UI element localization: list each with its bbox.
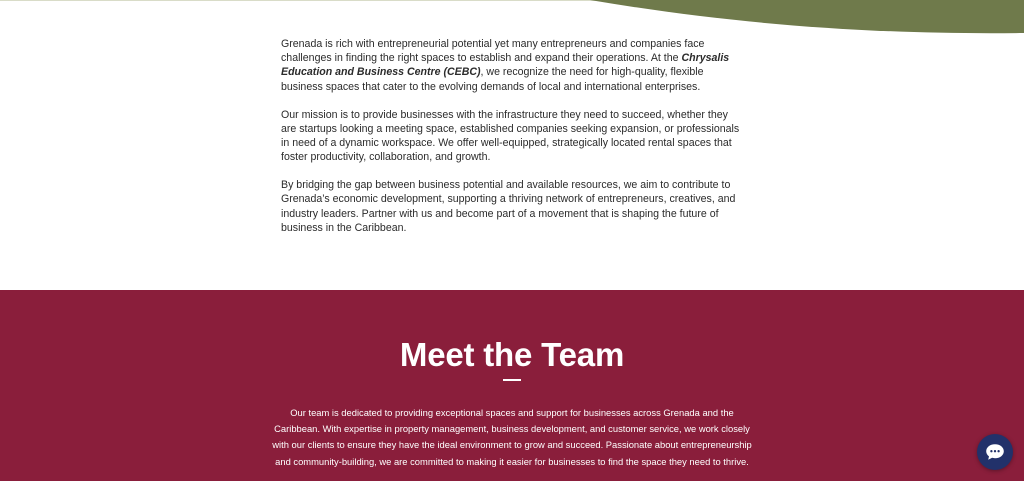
about-text: , we recognize the need for high-quality, flexible business spaces that cater to the evolving demands of local and international enterprises. bbox=[281, 66, 704, 93]
heading-divider bbox=[503, 379, 521, 381]
about-text: Grenada is rich with entrepreneurial potential yet many entrepreneurs and companies face challenges in finding the right spaces to establish and expand their operations. At the bbox=[281, 38, 705, 65]
chat-button[interactable] bbox=[977, 434, 1013, 470]
about-paragraph-1 bbox=[281, 37, 741, 94]
about-paragraph-3: By bridging the gap between business potential and available resources, we aim to contribute to Grenada’s economic development, supporting a thriving network of entrepreneurs, creatives, and industry leaders. Partner with us and become part of a movement that is shaping the future of business in the Caribbean. bbox=[281, 179, 736, 234]
about-section bbox=[281, 37, 741, 249]
about-paragraph-2: Our mission is to provide businesses with the infrastructure they need to succeed, whether they are startups looking a meeting space, established companies seeking expansion, or professionals in need of a dynamic workspace. We offer well-equipped, strategically located rental spaces that foster productivity, collaboration, and growth. bbox=[281, 108, 740, 164]
team-description: Our team is dedicated to providing exceptional spaces and support for businesses across Grenada and the Caribbean. With expertise in property management, business development, and customer service, we work closely with our clients to ensure they have the ideal environment to grow and succeed. Passionate about entrepreneurship and community-building, we are committed to making it easier for businesses to find the space they need to thrive. bbox=[272, 407, 752, 467]
business-name-emphasis: Chrysalis Education and Business Centre (CEBC) bbox=[281, 52, 730, 79]
chat-bubble-icon bbox=[985, 443, 1005, 461]
decorative-top-wave bbox=[0, 0, 1024, 40]
meet-the-team-section bbox=[0, 290, 1024, 481]
team-heading: Meet the Team bbox=[399, 336, 625, 373]
